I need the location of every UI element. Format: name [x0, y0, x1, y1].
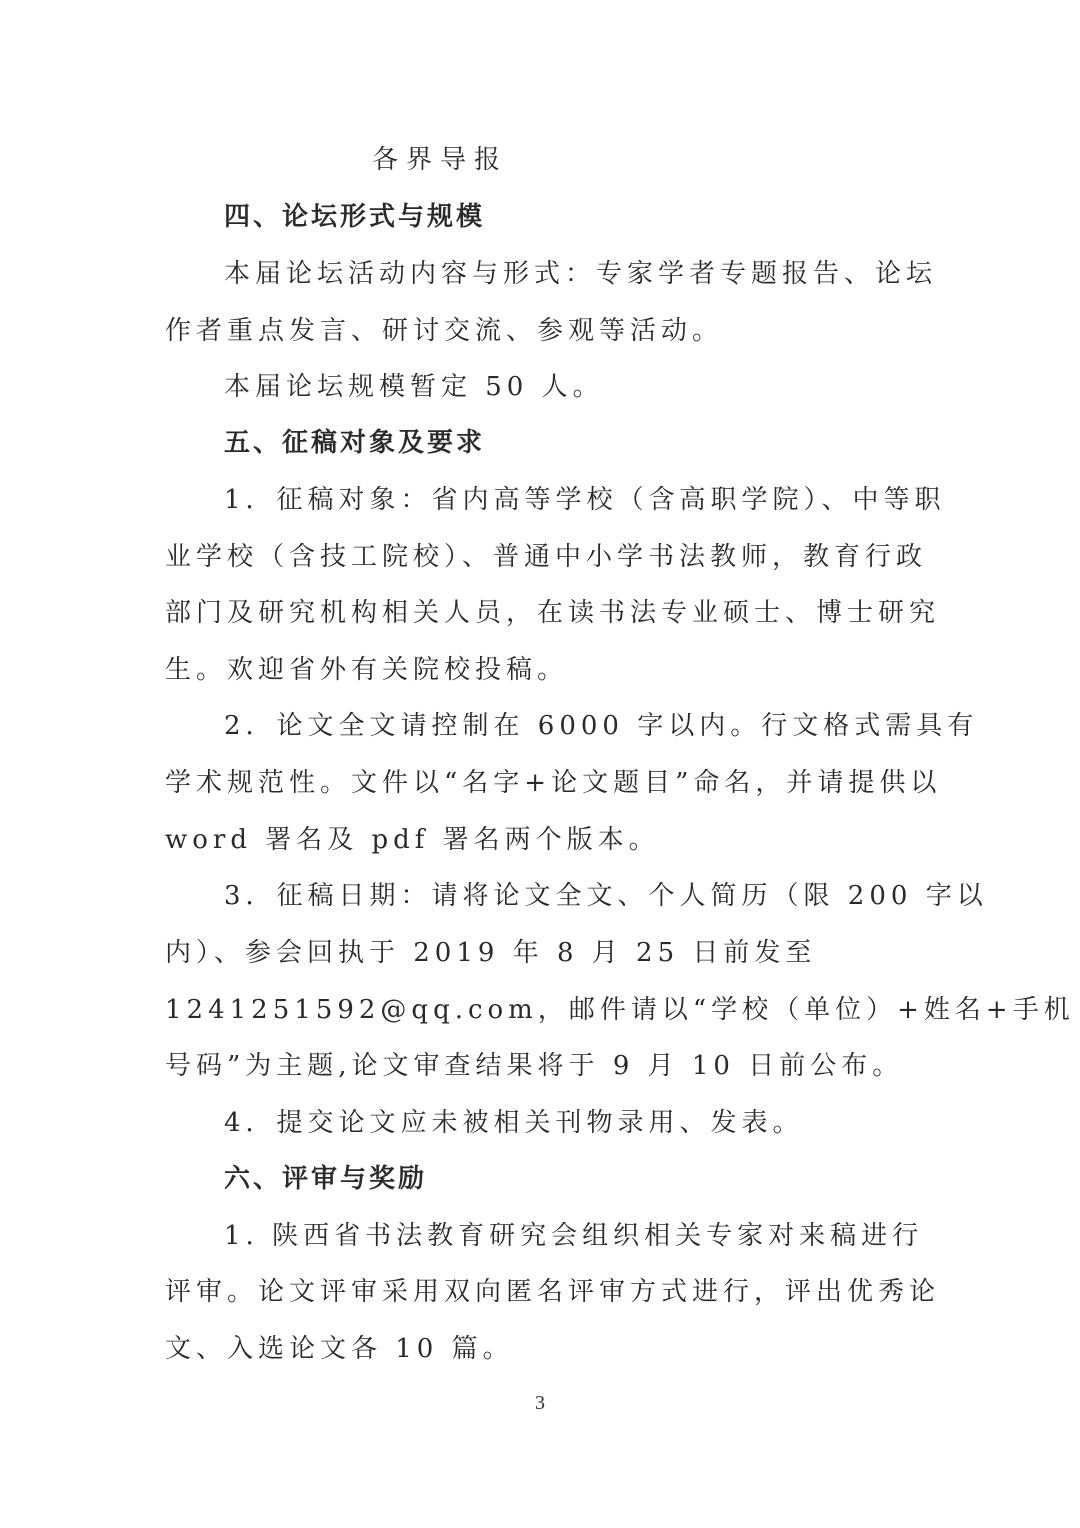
- paragraph-line: 文、入选论文各 10 篇。: [165, 1334, 514, 1364]
- section-6-heading: 六、评审与奖励: [224, 1164, 428, 1194]
- paragraph-line: 1. 陕西省书法教育研究会组织相关专家对来稿进行: [224, 1221, 924, 1251]
- page-number: 3: [535, 1392, 545, 1414]
- paragraph-line: 号码”为主题,论文审查结果将于 9 月 10 日前公布。: [165, 1051, 904, 1081]
- paragraph-line: 3．征稿日期：请将论文全文、个人简历（限 200 字以: [224, 881, 988, 911]
- section-4-heading: 四、论坛形式与规模: [224, 202, 486, 232]
- paragraph-line: 2．论文全文请控制在 6000 字以内。行文格式需具有: [224, 711, 979, 741]
- header-label: 各界导报: [372, 145, 509, 175]
- section-5-heading: 五、征稿对象及要求: [224, 428, 486, 458]
- paragraph-line: 学术规范性。文件以“名字+论文题目”命名，并请提供以: [165, 768, 942, 798]
- paragraph-line: 内）、参会回执于 2019 年 8 月 25 日前发至: [165, 938, 817, 968]
- paragraph-line: 4．提交论文应未被相关刊物录用、发表。: [224, 1108, 804, 1138]
- paragraph-line: 评审。论文评审采用双向匿名评审方式进行，评出优秀论: [165, 1277, 941, 1307]
- paragraph-line: 生。欢迎省外有关院校投稿。: [165, 655, 569, 685]
- paragraph-line: 作者重点发言、研讨交流、参观等活动。: [165, 316, 724, 346]
- paragraph-line: 1．征稿对象：省内高等学校（含高职学院）、中等职: [224, 485, 946, 515]
- paragraph-line: 本届论坛活动内容与形式：专家学者专题报告、论坛: [224, 259, 938, 289]
- paragraph-line: 本届论坛规模暂定 50 人。: [224, 372, 604, 402]
- paragraph-line: 部门及研究机构相关人员，在读书法专业硕士、博士研究: [165, 598, 941, 628]
- paragraph-line: 业学校（含技工院校）、普通中小学书法教师，教育行政: [165, 542, 928, 572]
- paragraph-line: 1241251592@qq.com，邮件请以“学校（单位）+姓名+手机: [165, 995, 1075, 1025]
- paragraph-line: word 署名及 pdf 署名两个版本。: [165, 825, 660, 855]
